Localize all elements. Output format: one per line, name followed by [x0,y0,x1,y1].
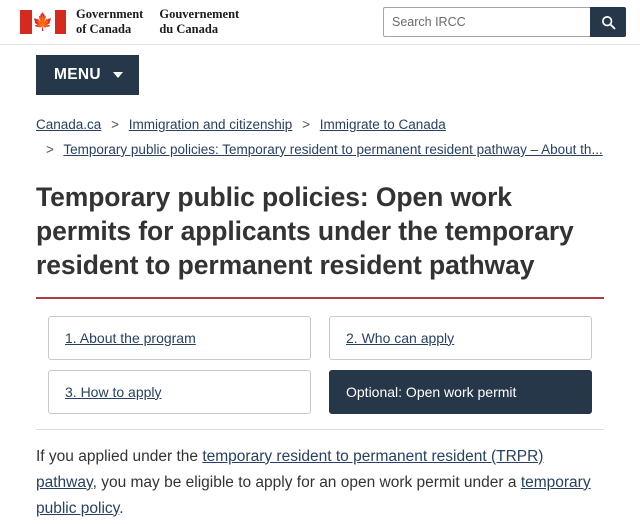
main-content [0,181,640,522]
site-header [0,0,640,44]
breadcrumb-separator: > [302,117,310,132]
temporary-public-policy-link[interactable]: temporary public policy [36,473,591,517]
section-nav-item-how-to-apply[interactable] [48,370,311,414]
section-nav-item-open-work-permit[interactable] [329,370,592,414]
site-search[interactable] [383,7,626,37]
menu-button-label: MENU [54,66,101,83]
breadcrumb-separator: > [46,141,54,157]
wordmark [76,7,239,38]
section-nav-item-about[interactable] [48,316,311,360]
section-nav-item-who-can-apply[interactable] [329,316,592,360]
wordmark-fr-line1: Gouvernement [159,6,240,21]
intro-text-part2: , you may be eligible to apply for an open work permit under a [92,473,521,491]
breadcrumb [0,95,640,163]
section-nav-label-open-work-permit: Optional: Open work permit [346,383,517,400]
menu-button[interactable] [36,55,139,95]
search-button[interactable] [590,7,626,37]
breadcrumb-item-1[interactable]: Immigration and citizenship [128,117,293,132]
intro-paragraph [36,444,604,522]
chevron-down-icon [113,72,123,78]
canada-flag-icon: 🍁 [20,10,66,34]
section-nav-link-who-can-apply[interactable]: 2. Who can apply [346,329,455,346]
page-title: Temporary public policies: Open work permits for applicants under the temporary resident to permanent resident pathway [36,181,604,299]
breadcrumb-item-2[interactable]: Immigrate to Canada [319,117,446,132]
wordmark-en-line2: of Canada [76,22,132,36]
section-nav-link-how-to-apply[interactable]: 3. How to apply [65,383,162,400]
wordmark-en-line1: Government [76,6,144,21]
breadcrumb-separator: > [111,117,119,132]
search-icon [601,15,616,30]
intro-text-part3: . [119,499,124,517]
section-nav-link-about[interactable]: 1. About the program [65,329,196,346]
intro-text-part1: If you applied under the [36,447,203,465]
menu-bar [0,44,640,95]
wordmark-fr-line2: du Canada [159,22,219,36]
section-nav [36,299,604,430]
trpr-pathway-link[interactable]: temporary resident to permanent resident (TRPR) pathway [36,447,544,491]
breadcrumb-item-3[interactable]: Temporary public policies: Temporary resident to permanent resident pathway – About th... [63,141,603,157]
government-of-canada-brand[interactable] [20,7,239,38]
breadcrumb-item-0[interactable]: Canada.ca [36,117,102,132]
search-input[interactable] [383,7,590,37]
